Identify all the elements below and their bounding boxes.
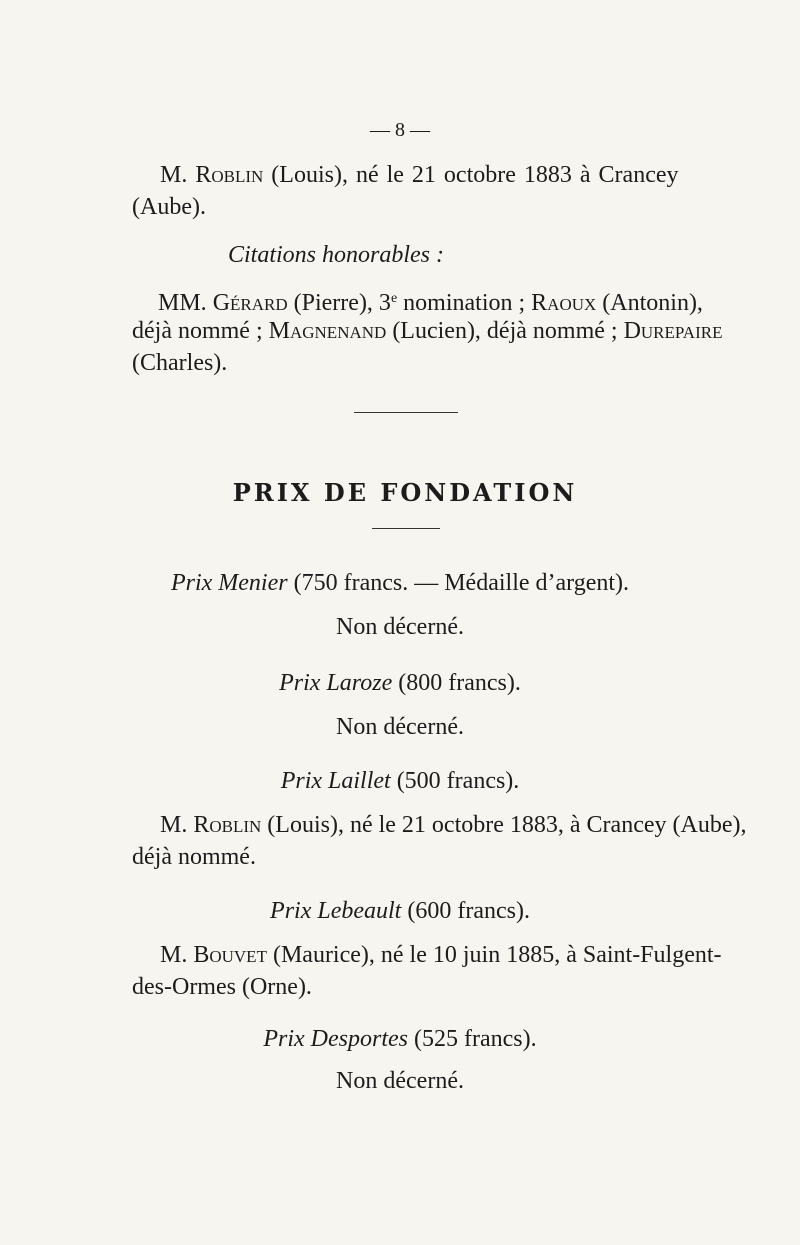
prix-laillet-heading: Prix Laillet (500 francs). bbox=[280, 768, 520, 794]
name-raoux: Raoux bbox=[531, 290, 597, 316]
prix-laillet-line-1: M. Roblin (Louis), né le 21 octobre 1883, à Crancey (Aube), bbox=[160, 812, 747, 838]
laillet-name-roblin: Roblin bbox=[193, 812, 262, 838]
roblin-line-2: (Aube). bbox=[132, 194, 206, 220]
prix-laroze-name: Prix Laroze bbox=[279, 670, 393, 696]
prix-desportes-result: Non décerné. bbox=[336, 1068, 464, 1094]
prix-laillet-name: Prix Laillet bbox=[280, 768, 391, 794]
prix-lebeault-name: Prix Lebeault bbox=[270, 898, 402, 924]
citations-line-3: (Charles). bbox=[132, 350, 228, 376]
heading-underline bbox=[372, 528, 440, 529]
roblin-line-1 bbox=[160, 160, 679, 190]
name-durepaire: Durepaire bbox=[623, 318, 723, 344]
prix-laillet-line-2: déjà nommé. bbox=[132, 844, 256, 870]
separator-rule bbox=[354, 412, 458, 413]
prix-lebeault-line-2: des-Ormes (Orne). bbox=[132, 974, 312, 1000]
roblin-line-1-rest: (Louis), né le 21 octobre 1883 à Crancey bbox=[263, 162, 679, 188]
lebeault-name-bouvet: Bouvet bbox=[193, 942, 267, 968]
section-title: PRIX DE FONDATION bbox=[232, 478, 578, 507]
roblin-name: Roblin bbox=[195, 162, 264, 188]
citations-line-1: MM. Gérard (Pierre), 3e nomination ; Raoux (Antonin), bbox=[158, 290, 703, 316]
prix-menier-name: Prix Menier bbox=[170, 570, 288, 596]
citations-line-2: déjà nommé ; Magnenand (Lucien), déjà nommé ; Durepaire bbox=[132, 318, 723, 344]
citations-title: Citations honorables : bbox=[228, 242, 445, 268]
prix-menier-heading: Prix Menier (750 francs. — Médaille d’argent). bbox=[170, 570, 630, 596]
name-gerard: Gérard bbox=[212, 290, 288, 316]
roblin-prefix: M. bbox=[160, 162, 196, 188]
prix-lebeault-heading: Prix Lebeault (600 francs). bbox=[270, 898, 530, 924]
name-magnenand: Magnenand bbox=[268, 318, 387, 344]
page-number: — 8 — bbox=[370, 119, 430, 141]
prix-desportes-name: Prix Desportes bbox=[263, 1026, 409, 1052]
prix-laroze-heading: Prix Laroze (800 francs). bbox=[279, 670, 521, 696]
prix-laroze-result: Non décerné. bbox=[336, 714, 464, 740]
prix-menier-result: Non décerné. bbox=[336, 614, 464, 640]
prix-desportes-heading: Prix Desportes (525 francs). bbox=[263, 1026, 537, 1052]
prix-lebeault-line-1: M. Bouvet (Maurice), né le 10 juin 1885, à Saint-Fulgent- bbox=[160, 942, 722, 968]
